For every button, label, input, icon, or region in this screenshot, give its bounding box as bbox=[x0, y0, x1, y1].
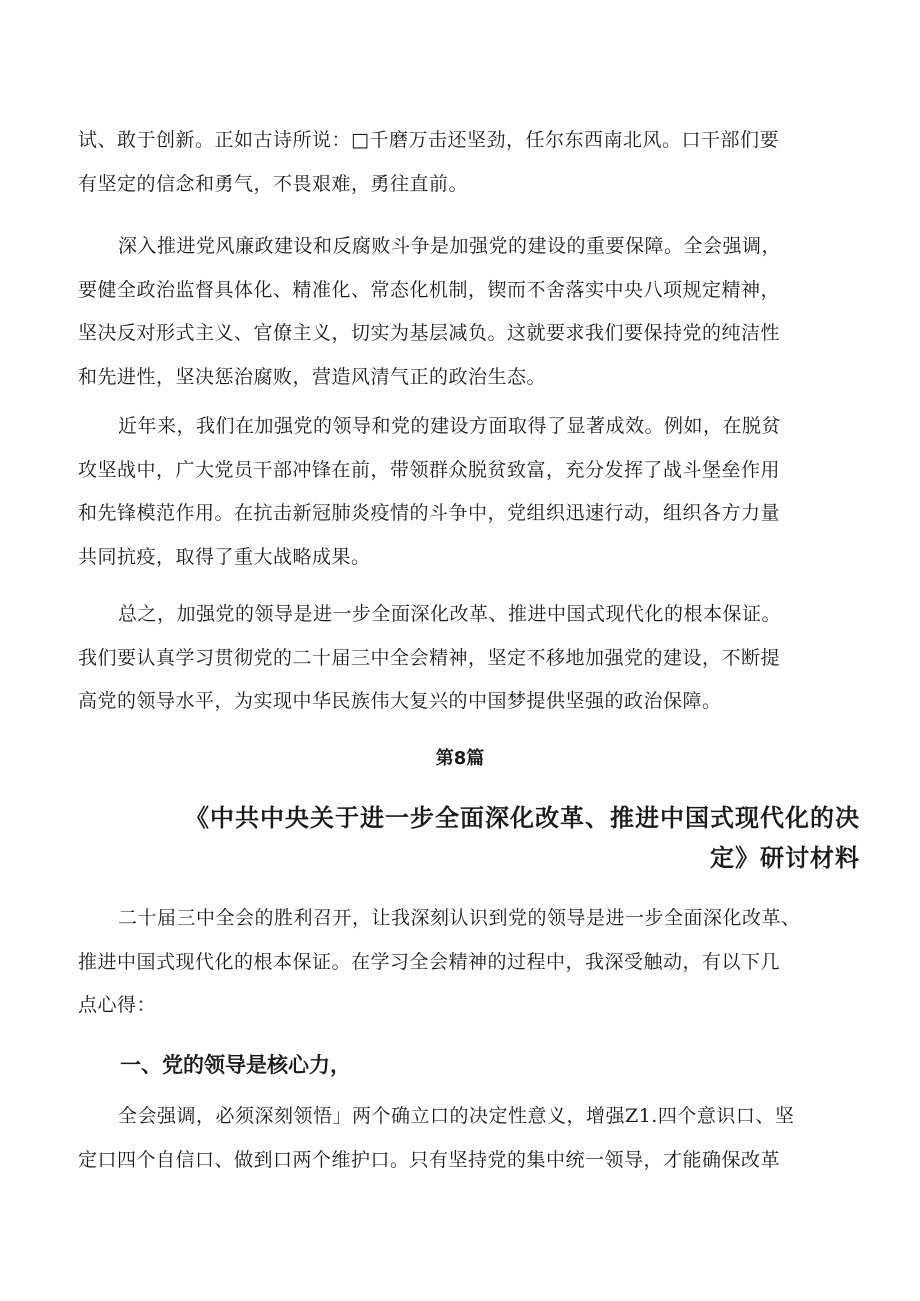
paragraph-line: 攻坚战中，广大党员干部冲锋在前，带领群众脱贫致富，充分发挥了战斗堡垒作用 bbox=[78, 458, 781, 481]
paragraph-line: 试、敢于创新。正如古诗所说：□千磨万击还坚劲，任尔东西南北风。口干部们要 bbox=[78, 129, 779, 151]
paragraph-5 bbox=[78, 897, 858, 1028]
paragraph-line: 和先锋模范作用。在抗击新冠肺炎疫情的斗争中，党组织迅速行动，组织各方力量 bbox=[78, 502, 781, 524]
document-title bbox=[140, 798, 860, 878]
paragraph-line: 共同抗疫，取得了重大战略成果。 bbox=[78, 545, 371, 568]
title-line-1: 《中共中央关于进一步全面深化改革、推进中国式现代化的决 bbox=[185, 803, 860, 832]
paragraph-line: 深入推进党风廉政建设和反腐败斗争是加强党的建设的重要保障。全会强调， bbox=[118, 235, 782, 257]
paragraph-6 bbox=[78, 1095, 858, 1182]
paragraph-1 bbox=[78, 119, 858, 206]
paragraph-line: 点心得： bbox=[78, 994, 157, 1016]
paragraph-line: 有坚定的信念和勇气，不畏艰难，勇往直前。 bbox=[78, 172, 469, 195]
chapter-heading: 第8篇 bbox=[435, 748, 485, 769]
title-line-2: 定》研讨材料 bbox=[710, 843, 860, 872]
paragraph-line: 推进中国式现代化的根本保证。在学习全会精神的过程中，我深受触动，有以下几 bbox=[78, 950, 781, 973]
paragraph-line: 定口四个自信口、做到口两个维护口。只有坚持党的集中统一领导，才能确保改革 bbox=[78, 1148, 781, 1171]
paragraph-line: 全会强调，必须深刻领悟」两个确立口的决定性意义，增强Z1.四个意识口、坚 bbox=[118, 1105, 795, 1127]
paragraph-line: 总之，加强党的领导是进一步全面深化改革、推进中国式现代化的根本保证。 bbox=[118, 603, 782, 625]
paragraph-line: 高党的领导水平，为实现中华民族伟大复兴的中国梦提供坚强的政治保障。 bbox=[78, 690, 722, 712]
paragraph-line: 我们要认真学习贯彻党的二十届三中全会精神，坚定不移地加强党的建设，不断提 bbox=[78, 646, 781, 669]
section-heading: 一、党的领导是核心力， bbox=[120, 1053, 351, 1077]
paragraph-line: 二十届三中全会的胜利召开，让我深刻认识到党的领导是进一步全面深化改革、 bbox=[118, 907, 801, 929]
paragraph-2 bbox=[78, 225, 858, 399]
paragraph-line: 坚决反对形式主义、官僚主义，切实为基层减负。这就要求我们要保持党的纯洁性 bbox=[78, 322, 781, 344]
paragraph-4 bbox=[78, 593, 858, 724]
paragraph-line: 近年来，我们在加强党的领导和党的建设方面取得了显著成效。例如，在脱贫 bbox=[118, 415, 782, 437]
paragraph-3 bbox=[78, 405, 858, 579]
paragraph-line: 和先进性，坚决惩治腐败，营造风清气正的政治生态。 bbox=[78, 365, 547, 388]
paragraph-line: 要健全政治监督具体化、精准化、常态化机制，锲而不舍落实中央八项规定精神， bbox=[78, 278, 781, 301]
